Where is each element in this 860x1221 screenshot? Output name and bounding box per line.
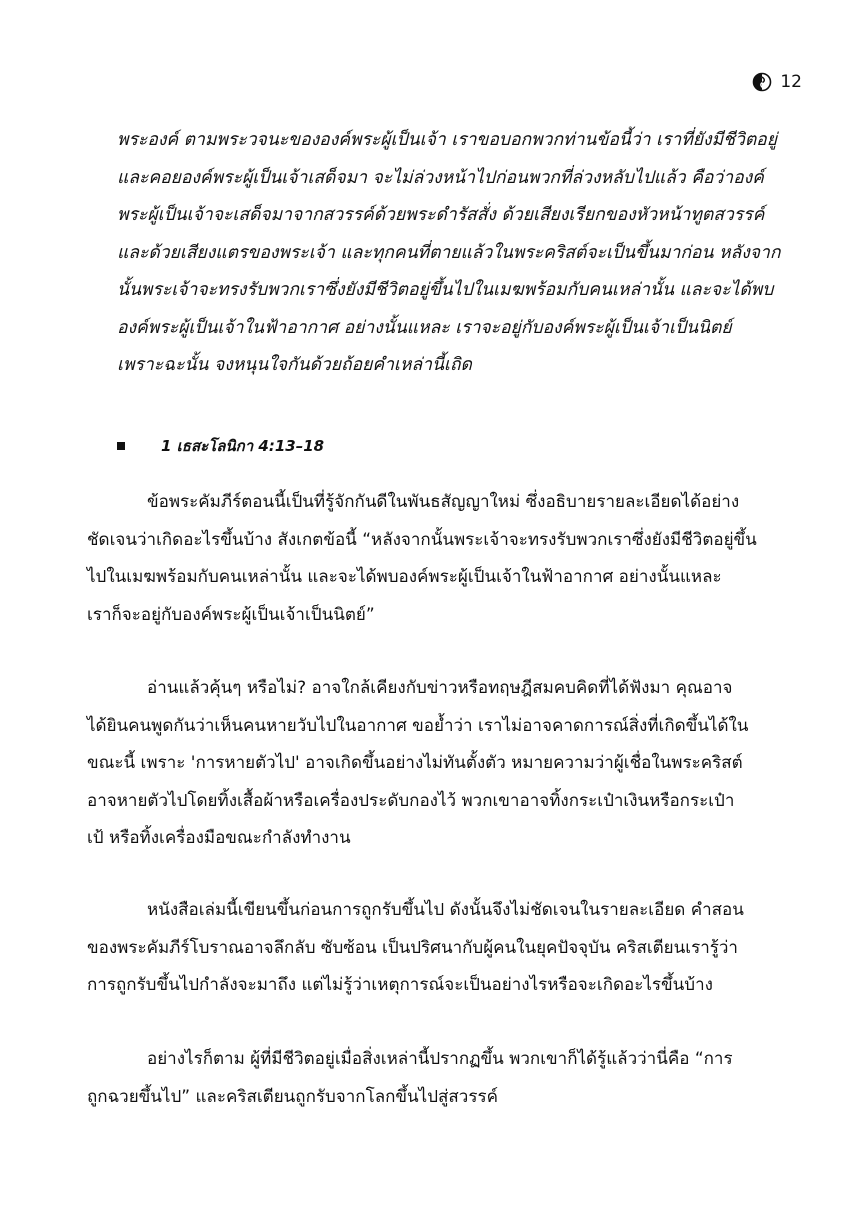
paragraph-line: อย่างไรก็ตาม ผู้ที่มีชีวิตอยู่เมื่อสิ่งเหล่านี้ปรากฏขึ้น พวกเขาก็ได้รู้แล้วว่านี่คือ “การ [147, 1049, 733, 1069]
quote-line: นั้นพระเจ้าจะทรงรับพวกเราซึ่งยังมีชีวิตอยู่ขึ้นไปในเมฆพร้อมกับคนเหล่านั้น และจะได้พบ [117, 280, 774, 300]
paragraph-line: ของพระคัมภีร์โบราณอาจลึกลับ ซับซ้อน เป็นปริศนากับผู้คนในยุคปัจจุบัน คริสเตียนเรารู้ว่า [87, 937, 738, 958]
quote-line: และด้วยเสียงแตรของพระเจ้า และทุกคนที่ตายแล้วในพระคริสต์จะเป็นขึ้นมาก่อน หลังจาก [117, 242, 781, 263]
page-number: 12 [780, 72, 802, 92]
paragraph-line: ได้ยินคนพูดกันว่าเห็นคนหายวับไปในอากาศ ขอย้ำว่า เราไม่อาจคาดการณ์สิ่งที่เกิดขึ้นได้ใน [87, 715, 749, 736]
paragraph-line: เราก็จะอยู่กับองค์พระผู้เป็นเจ้าเป็นนิตย์” [87, 604, 375, 625]
page-header [752, 72, 802, 92]
paragraph-line: อ่านแล้วคุ้นๆ หรือไม่? อาจใกล้เคียงกับข่าวหรือทฤษฎีสมคบคิดที่ได้ฟังมา คุณอาจ [147, 678, 733, 698]
paragraph-line: อาจหายตัวไปโดยทิ้งเสื้อผ้าหรือเครื่องประดับกองไว้ พวกเขาอาจทิ้งกระเป๋าเงินหรือกระเป๋า [87, 790, 735, 811]
quote-line: และคอยองค์พระผู้เป็นเจ้าเสด็จมา จะไม่ล่วงหน้าไปก่อนพวกที่ล่วงหลับไปแล้ว คือว่าองค์ [117, 167, 764, 188]
paragraph-line: หนังสือเล่มนี้เขียนขึ้นก่อนการถูกรับขึ้นไป ดังนั้นจึงไม่ชัดเจนในรายละเอียด คำสอน [147, 900, 744, 920]
quote-line: องค์พระผู้เป็นเจ้าในฟ้าอากาศ อย่างนั้นแหละ เราจะอยู่กับองค์พระผู้เป็นเจ้าเป็นนิตย์ [117, 317, 732, 338]
paragraph [87, 484, 807, 634]
scripture-quote [117, 122, 817, 385]
quote-line: เพราะฉะนั้น จงหนุนใจกันด้วยถ้อยคำเหล่านี้เถิด [117, 355, 472, 375]
paragraph-line: ขณะนี้ เพราะ 'การหายตัวไป' อาจเกิดขึ้นอย่างไม่ทันตั้งตัว หมายความว่าผู้เชื่อในพระคริสต์ [87, 753, 743, 773]
scripture-reference [117, 434, 324, 458]
paragraph [87, 1041, 807, 1116]
paragraph [87, 670, 807, 858]
paragraph-line: ไปในเมฆพร้อมกับคนเหล่านั้น และจะได้พบองค์พระผู้เป็นเจ้าในฟ้าอากาศ อย่างนั้นแหละ [87, 567, 722, 587]
quote-line: พระองค์ ตามพระวจนะขององค์พระผู้เป็นเจ้า เราขอบอกพวกท่านข้อนี้ว่า เราที่ยังมีชีวิตอยู่ [117, 130, 777, 150]
bullet-icon [117, 442, 125, 450]
reference-text: 1 เธสะโลนิกา 4:13–18 [161, 437, 325, 455]
paragraph-line: ชัดเจนว่าเกิดอะไรขึ้นบ้าง สังเกตข้อนี้ “หลังจากนั้นพระเจ้าจะทรงรับพวกเราซึ่งยังมีชีวิตอยู่ขึ้น [87, 529, 757, 550]
globe-icon [752, 72, 772, 92]
paragraph-line: การถูกรับขึ้นไปกำลังจะมาถึง แต่ไม่รู้ว่าเหตุการณ์จะเป็นอย่างไรหรือจะเกิดอะไรขึ้นบ้าง [87, 975, 713, 995]
paragraph [87, 892, 807, 1005]
quote-line: พระผู้เป็นเจ้าจะเสด็จมาจากสวรรค์ด้วยพระดำรัสสั่ง ด้วยเสียงเรียกของหัวหน้าทูตสวรรค์ [117, 205, 765, 225]
paragraph-line: เป้ หรือทิ้งเครื่องมือขณะกำลังทำงาน [87, 828, 351, 848]
paragraph-line: ถูกฉวยขึ้นไป” และคริสเตียนถูกรับจากโลกขึ้นไปสู่สวรรค์ [87, 1086, 498, 1107]
paragraph-line: ข้อพระคัมภีร์ตอนนี้เป็นที่รู้จักกันดีในพันธสัญญาใหม่ ซึ่งอธิบายรายละเอียดได้อย่าง [147, 492, 740, 512]
